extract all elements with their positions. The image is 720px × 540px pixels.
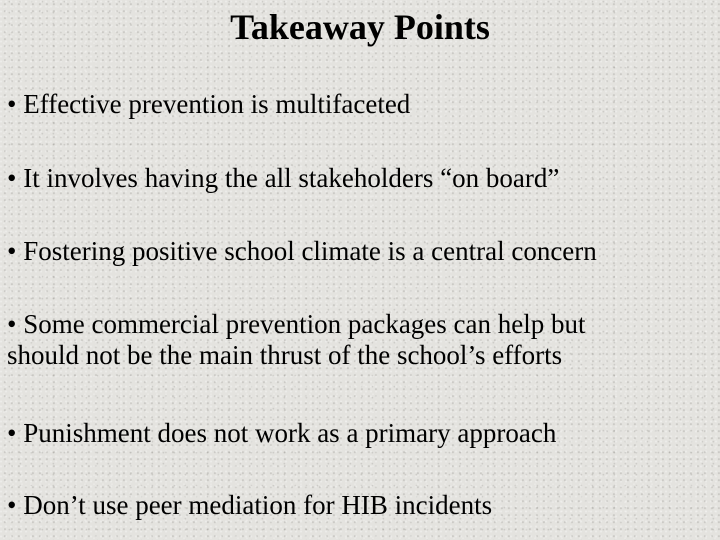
bullet-marker: • [7, 490, 17, 520]
bullet-marker: • [7, 163, 17, 193]
bullet-point [7, 490, 719, 521]
bullet-text: Fostering positive school climate is a central concern [23, 236, 597, 266]
bullet-point [7, 236, 719, 267]
bullet-text: Some commercial prevention packages can help but should not be the main thrust of the school’s efforts [7, 309, 586, 370]
bullet-point [7, 418, 719, 449]
bullet-text: Punishment does not work as a primary approach [23, 418, 557, 448]
bullet-point [7, 309, 719, 371]
bullet-text: It involves having the all stakeholders “on board” [23, 163, 560, 193]
bullet-marker: • [7, 418, 17, 448]
bullet-text: Effective prevention is multifaceted [23, 89, 411, 119]
slide-title: Takeaway Points [230, 7, 490, 47]
bullet-marker: • [7, 89, 17, 119]
bullet-point [7, 89, 719, 120]
bullet-marker: • [7, 236, 17, 266]
bullet-point [7, 163, 719, 194]
bullet-text: Don’t use peer mediation for HIB incidents [23, 490, 493, 520]
bullet-marker: • [7, 309, 17, 339]
